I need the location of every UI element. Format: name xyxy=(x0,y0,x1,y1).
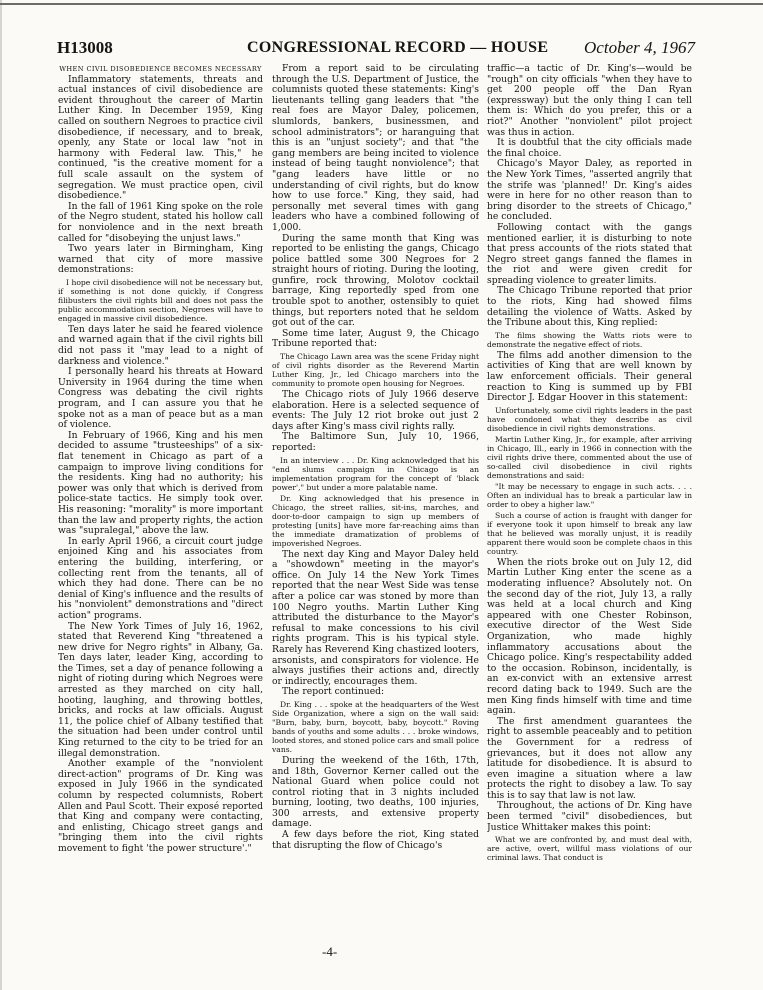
paragraph: The next day King and Mayor Daley held a "showdown" meeting in the mayor's office. On July 14 the New York Times reported that the near West Side was tense after a police car was stoned by more than 100 Negro youths. Martin Luther King attributed the disturbance to the Mayor's refusal to make concessions to his civil rights program. This is his typical style. Rarely has Reverend King chastized looters, arsonists, and conspirators for violence. He always justifies their actions and, directly or indirectly, encourages them. xyxy=(272,548,479,687)
paragraph: In the fall of 1961 King spoke on the role of the Negro student, stated his hollow call for nonviolence and in the next breath called for "disobeying the unjust laws." xyxy=(58,200,263,244)
paragraph: Another example of the "nonviolent direct-action" programs of Dr. King was exposed in July 1966 in the syndicated column by respected columnists, Robert Allen and Paul Scott. Their exposé reported that King and company were contacting, and enlisting, Chicago street gangs and "bringing them into the civil rights movement to fight 'the power structure'." xyxy=(58,758,263,854)
paragraph: In early April 1966, a circuit court judge enjoined King and his associates from entering the building, interfering, or collecting rent from the tenants, all of which they had done. There can be no denial of King's influence and the results of his "nonviolent" demonstrations and "direct action" programs. xyxy=(58,535,263,621)
top-rule xyxy=(0,3,763,5)
paragraph: The films add another dimension to the activities of King that are well known by law enforcement officials. Their general reaction to King is summed up by FBI Director J. Edgar Hoover in this statement: xyxy=(487,349,692,404)
paragraph: The report continued: xyxy=(282,686,385,698)
paragraph: Ten days later he said he feared violence and warned again that if the civil rights bill did not pass it "may lead to a night of darkness and violence." xyxy=(58,323,263,367)
paragraph: The Chicago riots of July 1966 deserve elaboration. Here is a selected sequence of events: The July 12 riot broke out just 2 days after King's mass civil rights rally. xyxy=(272,389,479,432)
paragraph: traffic—a tactic of Dr. King's—would be "rough" on city officials "when they have to get 200 people off the Dan Ryan (expressway) but the only thing I can tell them is: Which do you prefer, this or a riot?" Another "nonviolent" pilot project was thus in action. xyxy=(487,64,692,138)
block-quote: The Chicago Lawn area was the scene Friday night of civil rights disorder as the Reverend Martin Luther King, Jr., led Chicago marchers into the community to promote open housing for Negroes. xyxy=(272,352,479,389)
block-quote: What we are confronted by, and must deal with, are active, overt, willful mass violations of our criminal laws. That conduct is xyxy=(487,835,692,863)
paragraph: When the riots broke out on July 12, did Martin Luther King enter the scene as a moderating influence? Absolutely not. On the second day of the riot, July 13, a rally was held at a local church and King appeared with one Chester Robinson, executive director of the West Side Organization, who made highly inflammatory accusations about the Chicago police. King's respectability added to the occasion. Robinson, incidentally, is an ex-convict with an extensive arrest record dating back to 1949. Such are the men King finds himself with time and time again. xyxy=(487,556,692,717)
column-1 xyxy=(58,64,263,944)
paragraph: Chicago's Mayor Daley, as reported in the New York Times, "asserted angrily that the strife was 'planned!' Dr. King's aides were in here for no other reason than to bring disorder to the streets of Chicago," he concluded. xyxy=(487,158,692,223)
page-number: H13008 xyxy=(57,38,113,57)
block-quote: "It may be necessary to engage in such acts. . . . Often an individual has to break a particular law in order to obey a higher law." xyxy=(487,481,692,509)
paragraph: A few days before the riot, King stated that disrupting the flow of Chicago's xyxy=(272,829,479,851)
paragraph: It is doubtful that the city officials made the final choice. xyxy=(487,137,692,159)
page-header xyxy=(57,38,707,60)
paragraph: Inflammatory statements, threats and actual instances of civil disobedience are evident throughout the career of Martin Luther King. In December 1959, King called on southern Negroes to practice civil disobedience, if necessary, and to break, openly, any State or local law "not in harmony with Federal law. This," he continued, "is the creative moment for a full scale assault on the system of segregation. We must practice open, civil disobedience." xyxy=(58,73,263,202)
paragraph: Following contact with the gangs mentioned earlier, it is disturbing to note that press accounts of the riots stated that Negro street gangs fanned the flames in the riot and were given credit for spreading violence to greater limits. xyxy=(487,221,692,286)
paragraph: Some time later, August 9, the Chicago Tribune reported that: xyxy=(272,327,479,350)
block-quote: Unfortunately, some civil rights leaders in the past have condoned what they describe as civil disobedience in civil rights demonstrations. xyxy=(487,405,692,433)
block-quote: In an interview . . . Dr. King acknowledged that his "end slums campaign in Chicago is an implementation program for the concept of 'black power'," but under a more palatable name. xyxy=(272,455,479,492)
paragraph: The Chicago Tribune reported that prior to the riots, King had showed films detailing the violence of Watts. Asked by the Tribune about this, King replied: xyxy=(487,285,692,329)
scan-edge xyxy=(0,0,2,990)
paragraph: Two years later in Birmingham, King warned that city of more massive demonstrations: xyxy=(58,243,263,276)
paragraph: During the same month that King was reported to be enlisting the gangs, Chicago police battled some 300 Negroes for 2 straight hours of rioting. During the looting, gunfire, rock throwing, Molotov cocktail barrage, King reportedly sped from one trouble spot to another, ostensibly to quiet things, but reporters noted that he seldom got out of the car. xyxy=(272,232,479,329)
block-quote: Dr. King acknowledged that his presence in Chicago, the street rallies, sit-ins, marches, and door-to-door campaign to sign up members of protesting [units] have more far-reaching aims than the immediate dramatization of problems of impoverished Negroes. xyxy=(272,493,479,548)
section-subhead: WHEN CIVIL DISOBEDIENCE BECOMES NECESSARY xyxy=(59,65,262,73)
paragraph: The New York Times of July 16, 1962, stated that Reverend King "threatened a new drive for Negro rights" in Albany, Ga. Ten days later, leader King, according to the Times, set a day of penance following a night of rioting during which Negroes were arrested as they marched on city hall, hooting, laughing, and throwing bottles, bricks, and rocks at law officials. August 11, the police chief of Albany testified that the situation had been under control until King returned to the city to be tried for an illegal demonstration. xyxy=(58,620,263,759)
paragraph: In February of 1966, King and his men decided to assume "trusteeships" of a six-flat tenement in Chicago as part of a campaign to improve living conditions for the residents. King had no authority; his power was only that which is derived from police-state tactics. He simply took over. His reasoning: "morality" is more important than the law and property rights, the action was "supralegal," above the law. xyxy=(58,429,263,537)
column-2 xyxy=(272,64,479,944)
block-quote: Such a course of action is fraught with danger for if everyone took it upon himself to break any law that he believed was morally unjust, it is readily apparent there would soon be complete chaos in this country. xyxy=(487,510,692,556)
block-quote: Dr. King . . . spoke at the headquarters of the West Side Organization, where a sign on the wall said: "Burn, baby, burn, boycott, baby, boycott." Roving bands of youths and some adults . . . broke windows, looted stores, and stoned police cars and small police vans. xyxy=(272,699,479,754)
paragraph: The Baltimore Sun, July 10, 1966, reported: xyxy=(272,431,479,453)
paragraph: From a report said to be circulating through the U.S. Department of Justice, the columnists quoted these statements: King's lieutenants telling gang leaders that "the real foes are Mayor Daley, policemen, slumlords, bankers, businessmen, and school administrators"; or haranguing that this is an "unjust society"; and that "the gang members are being incited to violence instead of being taught nonviolence"; that "gang leaders have little or no understanding of civil rights, but do know how to use force." King, they said, had personally met several times with gang leaders who have a combined following of 1,000. xyxy=(272,64,479,233)
page-folio: -4- xyxy=(322,944,338,959)
paragraph: I personally heard his threats at Howard University in 1964 during the time when Congress was debating the civil rights program, and I can assure you that he spoke not as a man of peace but as a man of violence. xyxy=(58,366,263,431)
block-quote: The films showing the Watts riots were to demonstrate the negative effect of riots. xyxy=(487,330,692,349)
paragraph: The first amendment guarantees the right to assemble peaceably and to petition the Government for a redress of grievances, but it does not allow any latitude for disobedience. It is absurd to even imagine a situation where a law protects the right to disobey a law. To say this is to say that law is not law. xyxy=(487,715,692,801)
column-3 xyxy=(487,64,692,944)
paragraph: During the weekend of the 16th, 17th, and 18th, Governor Kerner called out the National Guard when police could not control rioting that in 3 nights included burning, looting, two deaths, 100 injuries, 300 arrests, and extensive property damage. xyxy=(272,754,479,830)
block-quote: Martin Luther King, Jr., for example, after arriving in Chicago, Ill., early in 1966 in connection with the civil rights drive there, commented about the use of so-called civil disobedience in civil rights demonstrations and said: xyxy=(487,434,692,480)
issue-date: October 4, 1967 xyxy=(584,38,695,57)
publication-title: CONGRESSIONAL RECORD — HOUSE xyxy=(247,39,549,56)
paragraph: Throughout, the actions of Dr. King have been termed "civil" disobediences, but Justice Whittaker makes this point: xyxy=(487,800,692,833)
block-quote: I hope civil disobedience will not be necessary but, if something is not done quickly, if Congress filibusters the civil rights bill and does not pass the public accommodation section, Negroes will have to engaged in massive civil disobedience. xyxy=(58,277,263,323)
